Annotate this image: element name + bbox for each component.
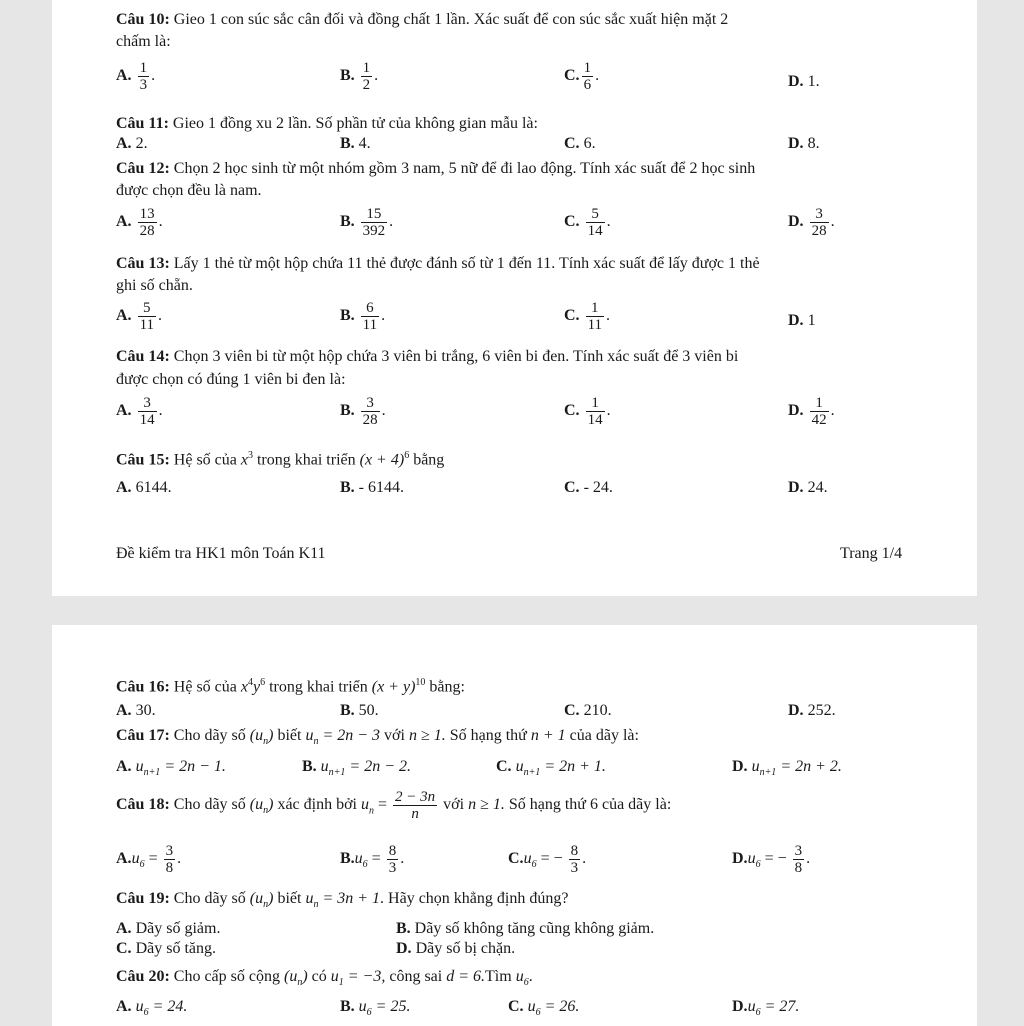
option-a: A. Dãy số giảm. (116, 920, 221, 937)
question-20: Câu 20: Cho cấp số cộng $(u_n)$ có $u_1 = -3$, công sai d = 6.Tìm $u_6$. (116, 968, 533, 989)
question-10-cont: chấm là: (116, 33, 171, 50)
footer-title: Đề kiểm tra HK1 môn Toán K11 (116, 545, 326, 562)
option-c: C. $u_{n+1} = 2n + 1$. (496, 758, 606, 779)
option-c: $C.u_6$ = − $\frac{8}{3}$ . (508, 843, 587, 876)
option-a: $A.u_6$ = $\frac{3}{8}$ . (116, 843, 182, 876)
option-c: C. 210. (564, 702, 612, 719)
question-16: Câu 16: Hệ số của $x^4y^6$ trong khai triển $(x + y)^{10}$ bằng: (116, 677, 465, 696)
option-c: C. $\frac{1}{11}$ . (564, 300, 611, 333)
option-c: C. 6. (564, 135, 596, 152)
option-d: D. $\frac{3}{28}$ . (788, 206, 835, 239)
question-10: Câu 10: Gieo 1 con súc sắc cân đối và đồng chất 1 lần. Xác suất để con súc sắc xuất hiện mặt 2 (116, 11, 729, 28)
option-d: D. $u_{n+1} = 2n + 2$. (732, 758, 842, 779)
option-d: D. 1 (788, 312, 816, 329)
exam-page-2 (52, 625, 977, 1026)
option-d: $D.u_6$ = − $\frac{3}{8}$ . (732, 843, 811, 876)
option-a: A. $\frac{5}{11}$ . (116, 300, 163, 333)
option-c: C. $u_6 = 26$. (508, 998, 580, 1019)
option-a: A. 30. (116, 702, 156, 719)
option-b: B. $\frac{15}{392}$ . (340, 206, 394, 239)
exam-page-1 (52, 0, 977, 596)
option-b: B. Dãy số không tăng cũng không giảm. (396, 920, 655, 937)
option-c: C. - 24. (564, 479, 613, 496)
question-14-cont: được chọn có đúng 1 viên bi đen là: (116, 371, 346, 388)
option-c: C. $\frac{1}{14}$ . (564, 395, 611, 428)
option-b: B. $\frac{1}{2}$ . (340, 60, 379, 93)
option-a: A. 6144. (116, 479, 172, 496)
option-a: A. $\frac{3}{14}$ . (116, 395, 163, 428)
option-b: $B.u_6$ = $\frac{8}{3}$ . (340, 843, 405, 876)
question-12: Câu 12: Chọn 2 học sinh từ một nhóm gồm 3 nam, 5 nữ để đi lao động. Tính xác suất để 2 học sinh (116, 160, 756, 177)
option-c: C. $\frac{5}{14}$ . (564, 206, 611, 239)
option-b: B. $u_6 = 25$. (340, 998, 411, 1019)
question-19: Câu 19: Cho dãy số $(u_n)$ biết $u_n = 3n + 1$. Hãy chọn khẳng định đúng? (116, 890, 569, 911)
option-a: A. $u_6 = 24$. (116, 998, 188, 1019)
option-b: B. - 6144. (340, 479, 404, 496)
option-a: A. $\frac{1}{3}$ . (116, 60, 156, 93)
option-d: D. Dãy số bị chặn. (396, 940, 516, 957)
option-b: B. $u_{n+1} = 2n - 2$. (302, 758, 412, 779)
question-17: Câu 17: Cho dãy số $(u_n)$ biết $u_n = 2n - 3$ với n ≥ 1. Số hạng thứ n + 1 của dãy là: (116, 727, 639, 748)
option-d: D. 1. (788, 73, 820, 90)
option-a: A. $u_{n+1} = 2n - 1$. (116, 758, 226, 779)
option-c: C. Dãy số tăng. (116, 940, 216, 957)
question-label: Câu 10: (116, 11, 170, 28)
option-b: B. $\frac{3}{28}$ . (340, 395, 386, 428)
option-b: B. 4. (340, 135, 371, 152)
option-d: D. $\frac{1}{42}$ . (788, 395, 835, 428)
option-d: $D.u_6 = 27$. (732, 998, 800, 1019)
option-a: A. 2. (116, 135, 148, 152)
question-13: Câu 13: Lấy 1 thẻ từ một hộp chứa 11 thẻ được đánh số từ 1 đến 11. Tính xác suất để lấy được 1 thẻ (116, 255, 760, 272)
question-14: Câu 14: Chọn 3 viên bi từ một hộp chứa 3 viên bi trắng, 6 viên bi đen. Tính xác suất để 3 viên bi (116, 348, 739, 365)
page-number: Trang 1/4 (840, 545, 903, 562)
question-12-cont: được chọn đều là nam. (116, 182, 262, 199)
question-11: Câu 11: Gieo 1 đồng xu 2 lần. Số phần tử của không gian mẫu là: (116, 115, 538, 132)
question-18: Câu 18: Cho dãy số $(u_n)$ xác định bởi $u_n$ = $\frac{2 - 3n}{n}$ với n ≥ 1. Số hạng thứ 6 của dãy là: (116, 789, 672, 822)
option-c: C. $\frac{1}{6}$ . (564, 60, 600, 93)
question-15: Câu 15: Hệ số của $x^3$ trong khai triển $(x + 4)^6$ bằng (116, 450, 445, 469)
option-a: A. $\frac{13}{28}$ . (116, 206, 163, 239)
option-d: D. 24. (788, 479, 828, 496)
question-13-cont: ghi số chẵn. (116, 277, 193, 294)
option-d: D. 252. (788, 702, 836, 719)
option-b: B. 50. (340, 702, 379, 719)
option-b: B. $\frac{6}{11}$ . (340, 300, 386, 333)
option-d: D. 8. (788, 135, 820, 152)
